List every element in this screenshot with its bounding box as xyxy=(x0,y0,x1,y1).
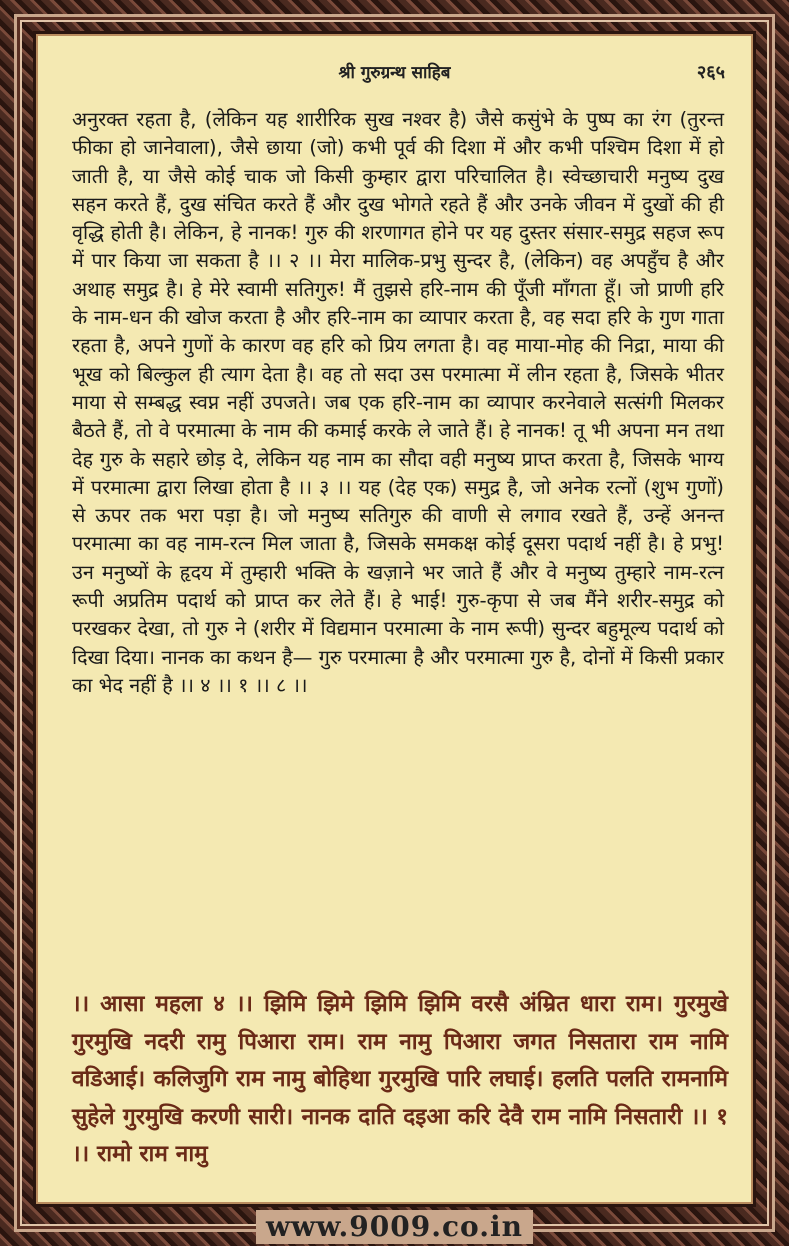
site-footer xyxy=(0,1210,789,1244)
verse-text: ।। आसा महला ४ ।। झिमि झिमे झिमि झिमि वरसै अंम्रित धारा राम। गुरमुखे गुरमुखि नदरी रामु पिआरा राम। राम नामु पिआरा जगत निसतारा राम नामि वडिआई। कलिजुगि राम नामु बोहिथा गुरमुखि पारि लघाई। हलति पलति रामनामि सुहेले गुरमुखि करणी सारी। नानक दाति दइआ करि देवै राम नामि निसतारी ।। १ ।। रामो राम नामु xyxy=(72,991,728,1167)
scripture-page xyxy=(36,34,753,1204)
website-url[interactable]: www.9009.co.in xyxy=(256,1210,533,1244)
page-number: २६५ xyxy=(696,62,725,83)
page-header xyxy=(36,60,753,90)
commentary-text: अनुरक्त रहता है, (लेकिन यह शारीरिक सुख नश्वर है) जैसे कसुंभे के पुष्प का रंग (तुरन्त फीका हो जानेवाला), जैसे छाया (जो) कभी पूर्व की दिशा में और कभी पश्चिम दिशा में हो जाती है, या जैसे कोई चाक जो किसी कुम्हार द्वारा परिचालित है। स्वेच्छाचारी मनुष्य दुख सहन करते हैं, दुख संचित करते हैं और दुख भोगते रहते हैं और उनके जीवन में दुखों की ही वृद्धि होती है। लेकिन, हे नानक! गुरु की शरणागत होने पर यह दुस्तर संसार-समुद्र सहज रूप में पार किया जा सकता है ।। २ ।। मेरा मालिक-प्रभु सुन्दर है, (लेकिन) वह अपहुँच है और अथाह समुद्र है। हे मेरे स्वामी सतिगुरु! मैं तुझसे हरि-नाम की पूँजी माँगता हूँ। जो प्राणी हरि के नाम-धन की खोज करता है और हरि-नाम का व्यापार करता है, वह सदा हरि के गुण गाता रहता है, अपने गुणों के कारण वह हरि को प्रिय लगता है। वह माया-मोह की निद्रा, माया की भूख को बिल्कुल ही त्याग देता है। वह तो सदा उस परमात्मा में लीन रहता है, जिसके भीतर माया से सम्बद्ध स्वप्न नहीं उपजते। जब एक हरि-नाम का व्यापार करनेवाले सत्संगी मिलकर बैठते हैं, तो वे परमात्मा के नाम की कमाई करके ले जाते हैं। हे नानक! तू भी अपना मन तथा देह गुरु के सहारे छोड़ दे, लेकिन यह नाम का सौदा वही मनुष्य प्राप्त करता है, जिसके भाग्य में परमात्मा द्वारा लिखा होता है ।। ३ ।। यह (देह एक) समुद्र है, जो अनेक रत्नों (शुभ गुणों) से ऊपर तक भरा पड़ा है। जो मनुष्य सतिगुरु की वाणी से लगाव रखते हैं, उन्हें अनन्त परमात्मा का वह नाम-रत्न मिल जाता है, जिसके समकक्ष कोई दूसरा पदार्थ नहीं है। हे प्रभु! उन मनुष्यों के हृदय में तुम्हारी भक्ति के खज़ाने भर जाते हैं और वे मनुष्य तुम्हारे नाम-रत्न रूपी अप्रतिम पदार्थ को प्राप्त कर लेते हैं। हे भाई! गुरु-कृपा से जब मैंने शरीर-समुद्र को परखकर देखा, तो गुरु ने (शरीर में विद्यमान परमात्मा के नाम रूपी) सुन्दर बहुमूल्य पदार्थ को दिखा दिया। नानक का कथन है— गुरु परमात्मा है और परमात्मा गुरु है, दोनों में किसी प्रकार का भेद नहीं है ।। ४ ।। १ ।। ८ ।। xyxy=(72,108,724,697)
book-title: श्री गुरुग्रन्थ साहिब xyxy=(338,63,451,83)
